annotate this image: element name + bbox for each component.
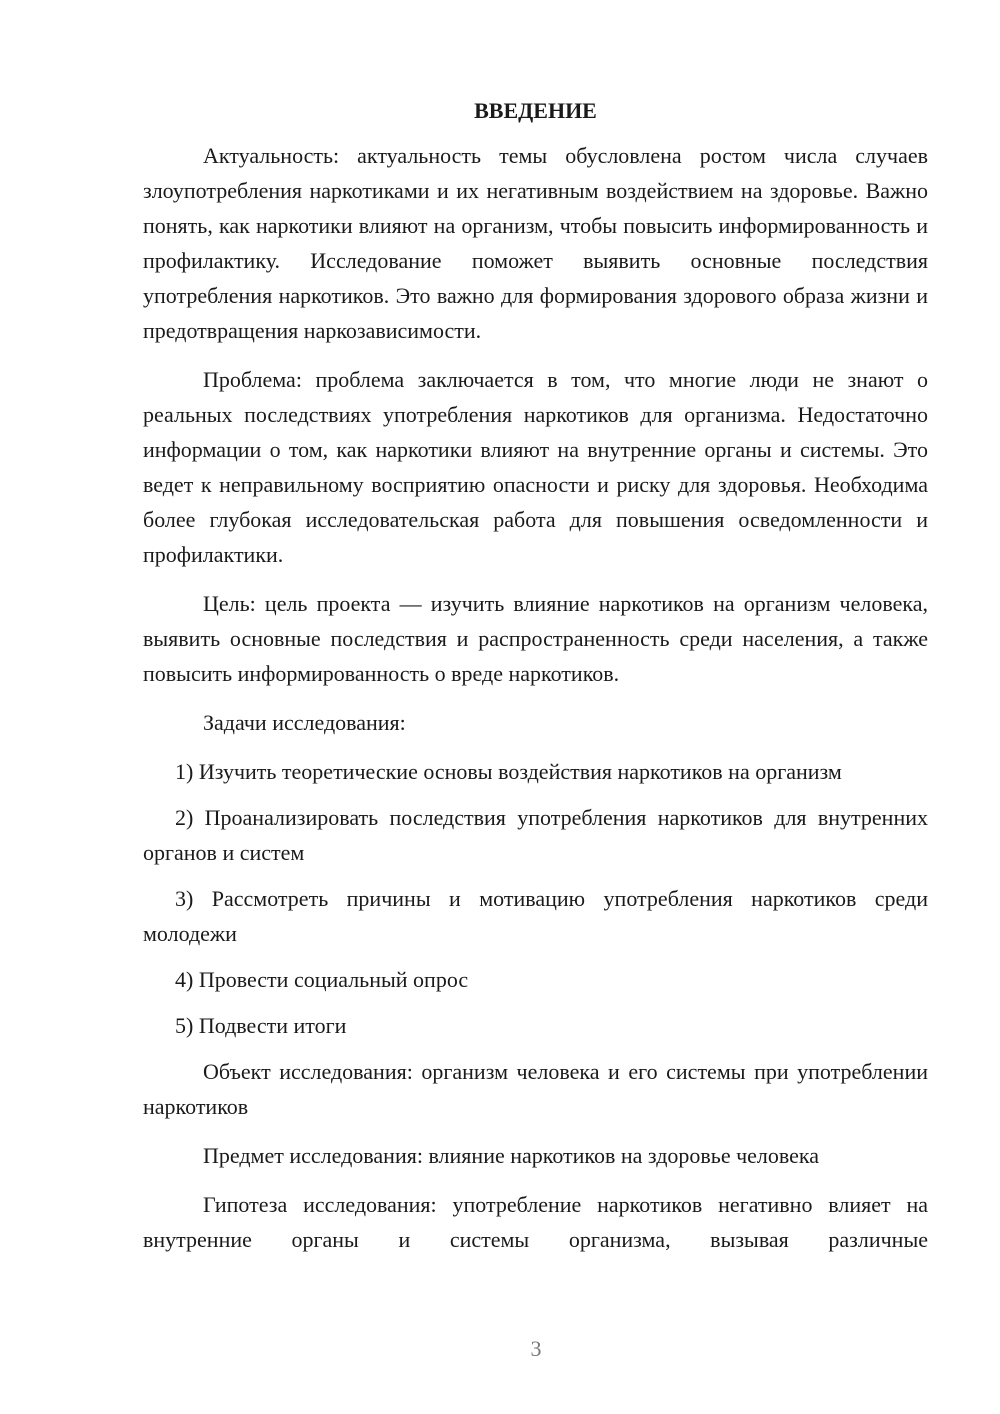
goal-paragraph: Цель: цель проекта — изучить влияние наркотиков на организм человека, выявить основные последствия и распространенность среди населения, а также повысить информированность о вреде наркотиков. xyxy=(143,591,928,686)
task-item-1: 1) Изучить теоретические основы воздействия наркотиков на организм xyxy=(175,759,842,784)
page-number: 3 xyxy=(530,1336,542,1361)
subject-paragraph: Предмет исследования: влияние наркотиков на здоровье человека xyxy=(203,1143,820,1168)
task-item-4: 4) Провести социальный опрос xyxy=(175,967,469,992)
page-content xyxy=(143,96,928,1271)
hypothesis-paragraph: Гипотеза исследования: употребление наркотиков негативно влияет на внутренние органы и системы организма, вызывая различные xyxy=(143,1192,928,1252)
task-item-3: 3) Рассмотреть причины и мотивацию употребления наркотиков среди молодежи xyxy=(143,886,928,946)
page-title: ВВЕДЕНИЕ xyxy=(474,98,597,123)
tasks-heading: Задачи исследования: xyxy=(203,710,406,735)
task-item-5: 5) Подвести итоги xyxy=(175,1013,347,1038)
problem-paragraph: Проблема: проблема заключается в том, что многие люди не знают о реальных последствиях употребления наркотиков для организма. Недостаточно информации о том, как наркотики влияют на внутренние органы и системы. Это ведет к неправильному восприятию опасности и риску для здоровья. Необходима более глубокая исследовательская работа для повышения осведомленности и профилактики. xyxy=(143,367,928,567)
relevance-paragraph: Актуальность: актуальность темы обусловлена ростом числа случаев злоупотребления наркотиками и их негативным воздействием на здоровье. Важно понять, как наркотики влияют на организм, чтобы повысить информированность и профилактику. Исследование поможет выявить основные последствия употребления наркотиков. Это важно для формирования здорового образа жизни и предотвращения наркозависимости. xyxy=(143,143,928,343)
object-paragraph: Объект исследования: организм человека и его системы при употреблении наркотиков xyxy=(143,1059,928,1119)
task-item-2: 2) Проанализировать последствия употребления наркотиков для внутренних органов и систем xyxy=(143,805,928,865)
